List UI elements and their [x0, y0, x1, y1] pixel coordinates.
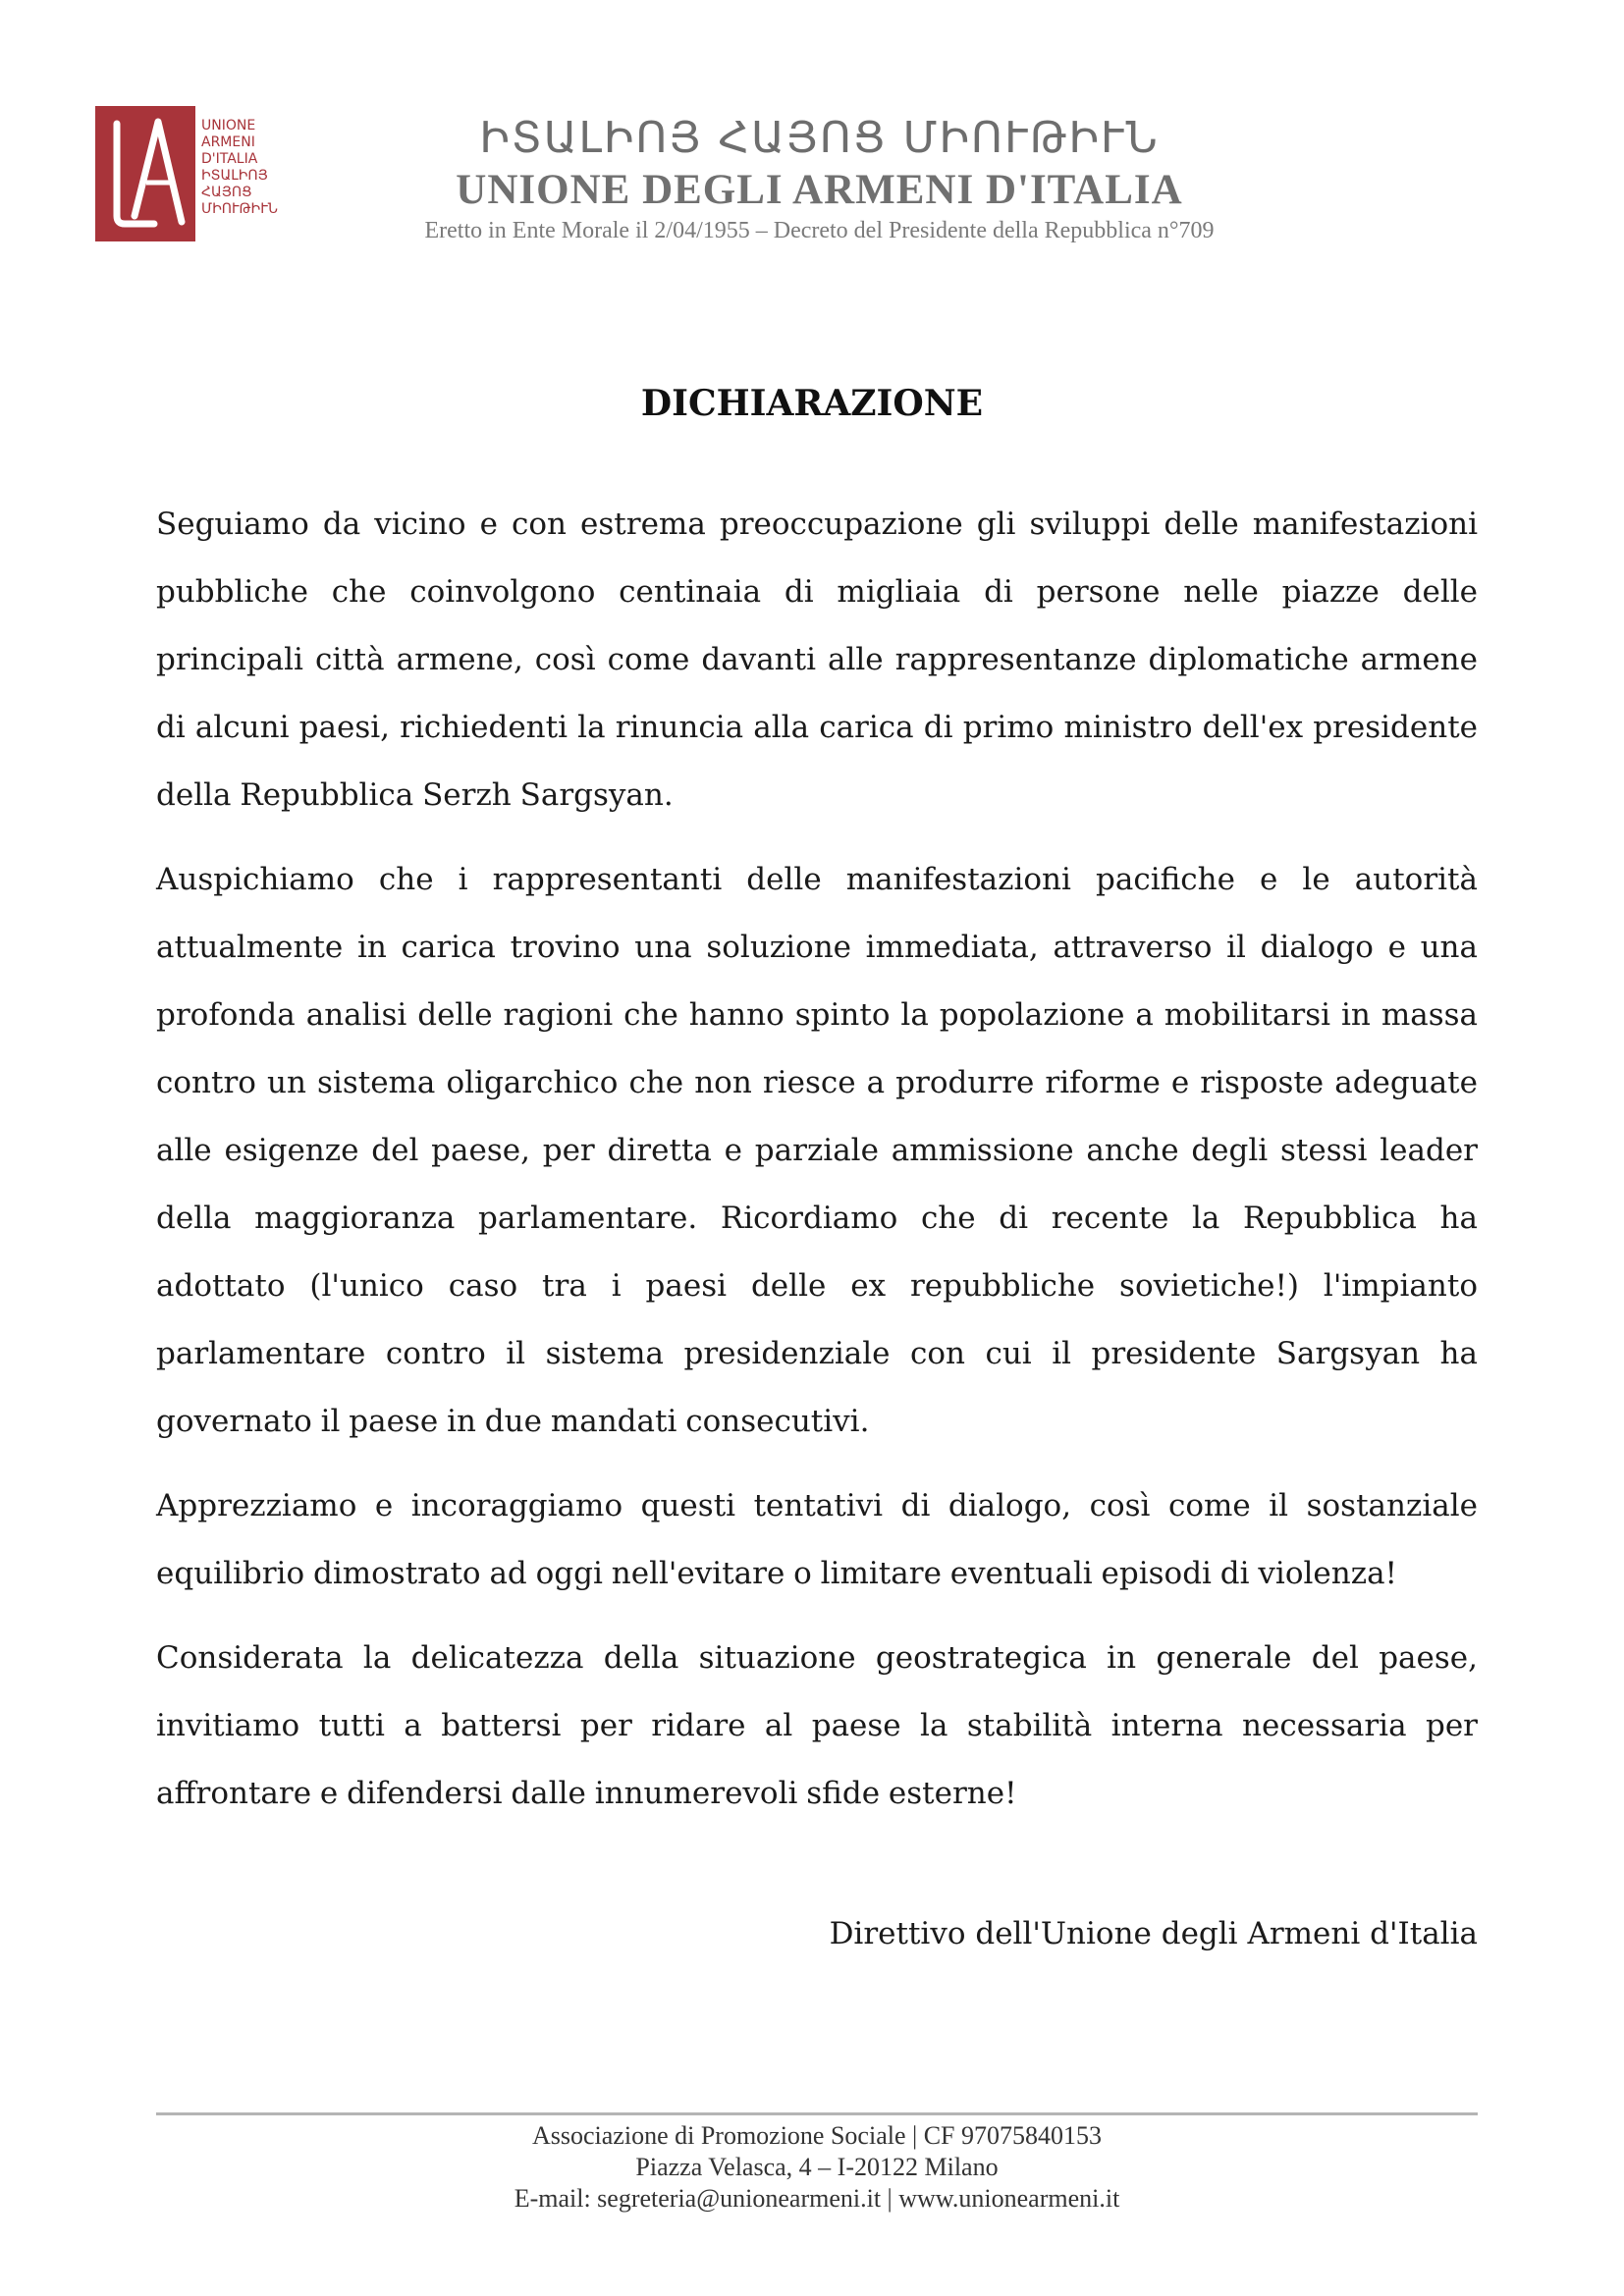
footer-divider	[156, 2112, 1478, 2115]
logo-line: ԻՏԱԼԻՈՅ	[201, 168, 268, 184]
document-body	[156, 491, 1478, 1844]
body-paragraph: Apprezziamo e incoraggiamo questi tentativi di dialogo, così come il sostanziale equilibrio dimostrato ad oggi nell'evitare o limitare eventuali episodi di violenza!	[156, 1488, 1478, 1591]
logo-line: ՀԱՅՈՑ	[201, 185, 252, 200]
organization-name-block	[355, 106, 1283, 247]
logo-line: UNIONE	[201, 118, 256, 133]
signature: Direttivo dell'Unione degli Armeni d'Italia	[829, 1916, 1478, 1951]
footer-association: Associazione di Promozione Sociale | CF 97075840153	[531, 2121, 1103, 2150]
legal-decree-note: Eretto in Ente Morale il 2/04/1955 – Decreto del Presidente della Repubblica n°709	[424, 218, 1215, 243]
body-paragraph: Auspichiamo che i rappresentanti delle manifestazioni pacifiche e le autorità attualmente in carica trovino una soluzione immediata, attraverso il dialogo e una profonda analisi delle ragioni che hanno spinto la popolazione a mobilitarsi in massa contro un sistema oligarchico che non riesce a produrre riforme e risposte adeguate alle esigenze del paese, per diretta e parziale ammissione anche degli stessi leader della maggioranza parlamentare. Ricordiamo che di recente la Repubblica ha adottato (l'unico caso tra i paesi delle ex repubbliche sovietiche!) l'impianto parlamentare contro il sistema presidenziale con cui il presidente Sargsyan ha governato il paese in due mandati consecutivi.	[156, 862, 1478, 1439]
document-title: DICHIARAZIONE	[640, 383, 984, 424]
footer-contacts: E-mail: segreteria@unionearmeni.it | www.unionearmeni.it	[514, 2184, 1120, 2213]
footer-address: Piazza Velasca, 4 – I-20122 Milano	[635, 2153, 999, 2181]
logo-line: ՄԻՈՒԹԻՒՆ	[201, 201, 278, 217]
body-paragraph: Considerata la delicatezza della situazione geostrategica in generale del paese, invitiamo tutti a battersi per ridare al paese la stabilità interna necessaria per affrontare e difendersi dalle innumerevoli sfide esterne!	[156, 1640, 1478, 1811]
logo-line: ARMENI	[201, 134, 255, 150]
ua-monogram-icon	[95, 106, 195, 241]
organization-name-italian: UNIONE DEGLI ARMENI D'ITALIA	[456, 167, 1183, 213]
logo-line: D'ITALIA	[201, 151, 258, 167]
footer	[156, 2120, 1478, 2215]
body-paragraph: Seguiamo da vicino e con estrema preoccupazione gli sviluppi delle manifestazioni pubbliche che coinvolgono centinaia di migliaia di persone nelle piazze delle principali città armene, così come davanti alle rappresentanze diplomatiche armene di alcuni paesi, richiedenti la rinuncia alla carica di primo ministro dell'ex presidente della Repubblica Serzh Sargsyan.	[156, 507, 1478, 813]
logo-wordmark	[201, 118, 278, 218]
organization-name-armenian: ԻՏԱԼԻՈՅ ՀԱՅՈՑ ՄԻՈՒԹԻՒՆ	[479, 113, 1160, 163]
organization-logo	[95, 106, 292, 243]
letterhead	[95, 106, 1283, 243]
